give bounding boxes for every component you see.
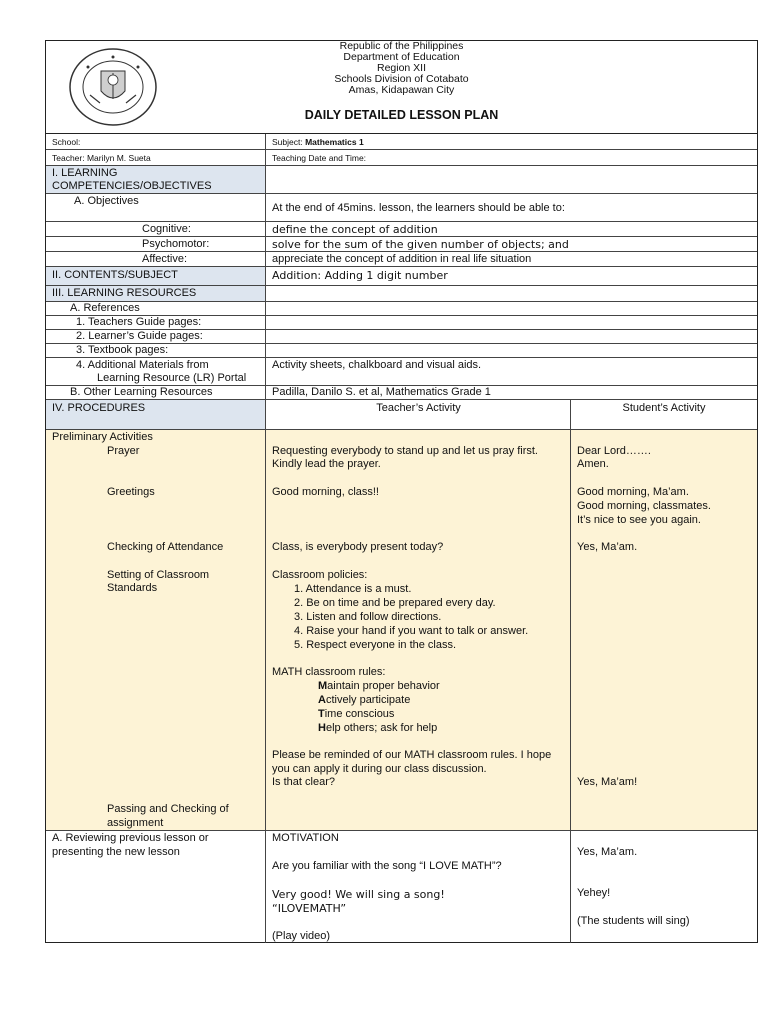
info-row-teacher xyxy=(46,150,757,166)
sing-student: Yehey! xyxy=(577,887,611,899)
greetings-student-line1: Good morning, Ma’am. xyxy=(577,486,689,498)
subject-value: Mathematics 1 xyxy=(305,137,364,147)
objectives-a-label: A. Objectives xyxy=(74,195,139,207)
math-rule-m: Maintain proper behavior xyxy=(318,680,440,692)
prayer-teacher-line1: Requesting everybody to stand up and let us pray first. xyxy=(272,445,538,457)
greetings-student-line2: Good morning, classmates. xyxy=(577,500,711,512)
familiar-question: Are you familiar with the song “I LOVE MATH”? xyxy=(272,860,502,872)
header-line-department: Department of Education xyxy=(343,51,460,63)
math-rule-h: Help others; ask for help xyxy=(318,722,438,734)
contents-row xyxy=(46,267,757,286)
resources-label: III. LEARNING RESOURCES xyxy=(52,287,197,299)
policy-2: 2. Be on time and be prepared every day. xyxy=(294,597,496,609)
document-title: DAILY DETAILED LESSON PLAN xyxy=(304,108,499,122)
cognitive-value: define the concept of addition xyxy=(272,223,438,236)
familiar-student: Yes, Ma’am. xyxy=(577,846,638,858)
resources-row xyxy=(46,286,757,302)
contents-value: Addition: Adding 1 digit number xyxy=(272,269,448,282)
resource-item-2-row xyxy=(46,330,757,344)
header-line-division: Schools Division of Cotabato xyxy=(334,73,469,85)
document-header xyxy=(46,41,757,134)
psychomotor-value: solve for the sum of the given number of objects; and xyxy=(272,238,569,251)
objectives-section-line2: COMPETENCIES/OBJECTIVES xyxy=(52,180,212,192)
prayer-teacher-line2: Kindly lead the prayer. xyxy=(272,458,381,470)
attendance-student: Yes, Ma’am. xyxy=(577,541,638,553)
teacher-label: Teacher: Marilyn M. Sueta xyxy=(52,153,151,163)
references-label: A. References xyxy=(70,302,140,314)
objectives-section-line1: I. LEARNING xyxy=(52,167,118,179)
reviewing-label-line2: presenting the new lesson xyxy=(52,846,180,858)
reminder-line1: Please be reminded of our MATH classroom rules. I hope xyxy=(272,749,552,761)
info-row-school xyxy=(46,134,757,150)
objective-cognitive-row xyxy=(46,222,757,237)
resource-item-4-value: Activity sheets, chalkboard and visual aids. xyxy=(272,359,482,371)
passing-label-line1: Passing and Checking of xyxy=(107,803,229,815)
objectives-intro: At the end of 45mins. lesson, the learners should be able to: xyxy=(272,202,565,214)
psychomotor-label: Psychomotor: xyxy=(142,238,210,250)
play-video-note: (Play video) xyxy=(272,930,331,942)
students-sing-note: (The students will sing) xyxy=(577,915,690,927)
school-label: School: xyxy=(52,137,81,147)
song-title: “ILOVEMATH” xyxy=(272,902,347,915)
header-line-address: Amas, Kidapawan City xyxy=(348,84,455,96)
preliminary-activities-row xyxy=(46,430,757,831)
policy-1: 1. Attendance is a must. xyxy=(294,583,412,595)
cognitive-label: Cognitive: xyxy=(142,223,191,235)
references-row xyxy=(46,302,757,316)
procedures-head-row xyxy=(46,400,757,430)
affective-label: Affective: xyxy=(142,253,188,265)
prayer-label: Prayer xyxy=(107,445,140,457)
standards-label-line1: Setting of Classroom xyxy=(107,569,210,581)
attendance-teacher: Class, is everybody present today? xyxy=(272,541,444,553)
math-rules-heading: MATH classroom rules: xyxy=(272,666,386,678)
prayer-student-line2: Amen. xyxy=(577,458,609,470)
subject-label: Subject: xyxy=(272,137,303,147)
reviewing-label-line1: A. Reviewing previous lesson or xyxy=(52,832,209,844)
sing-announcement: Very good! We will sing a song! xyxy=(272,888,445,901)
objective-affective-row xyxy=(46,252,757,267)
greetings-label: Greetings xyxy=(107,486,155,498)
objectives-intro-row xyxy=(46,194,757,222)
policy-5: 5. Respect everyone in the class. xyxy=(294,639,457,651)
policy-3: 3. Listen and follow directions. xyxy=(294,611,442,623)
resource-item-1-row xyxy=(46,316,757,330)
reminder-line3: Is that clear? xyxy=(272,776,335,788)
motivation-heading: MOTIVATION xyxy=(272,832,339,844)
objective-psychomotor-row xyxy=(46,237,757,252)
resource-item-4-row xyxy=(46,358,757,386)
greetings-student-line3: It’s nice to see you again. xyxy=(577,514,701,526)
resource-item-4-line1: 4. Additional Materials from xyxy=(76,359,209,371)
other-resources-label: B. Other Learning Resources xyxy=(70,386,213,398)
procedures-label: IV. PROCEDURES xyxy=(52,402,146,414)
preliminary-label: Preliminary Activities xyxy=(52,431,153,443)
reminder-student: Yes, Ma’am! xyxy=(577,776,638,788)
math-rule-a: Actively participate xyxy=(318,694,411,706)
resource-item-1: 1. Teachers Guide pages: xyxy=(76,316,202,328)
affective-value: appreciate the concept of addition in real life situation xyxy=(272,253,532,265)
other-resources-row xyxy=(46,386,757,400)
lesson-plan-page xyxy=(45,40,758,943)
prayer-student-line1: Dear Lord……. xyxy=(577,445,651,457)
policies-heading: Classroom policies: xyxy=(272,569,368,581)
header-line-republic: Republic of the Philippines xyxy=(339,40,464,52)
standards-label-line2: Standards xyxy=(107,582,158,594)
other-resources-value: Padilla, Danilo S. et al, Mathematics Grade 1 xyxy=(272,386,491,398)
contents-label: II. CONTENTS/SUBJECT xyxy=(52,269,178,281)
teaching-date-label: Teaching Date and Time: xyxy=(272,153,367,163)
objectives-section-row xyxy=(46,166,757,194)
resource-item-4-line2: Learning Resource (LR) Portal xyxy=(97,372,247,384)
reviewing-lesson-row xyxy=(46,831,757,943)
reminder-line2: you can apply it during our class discussion. xyxy=(272,763,487,775)
resource-item-3-row xyxy=(46,344,757,358)
passing-label-line2: assignment xyxy=(107,817,164,829)
greetings-teacher: Good morning, class!! xyxy=(272,486,379,498)
resource-item-3: 3. Textbook pages: xyxy=(76,344,169,356)
header-line-region: Region XII xyxy=(376,62,427,74)
student-activity-heading: Student’s Activity xyxy=(622,402,706,414)
resource-item-2: 2. Learner’s Guide pages: xyxy=(76,330,203,342)
attendance-label: Checking of Attendance xyxy=(107,541,224,553)
policy-4: 4. Raise your hand if you want to talk or answer. xyxy=(294,625,529,637)
math-rule-t: Time conscious xyxy=(318,708,395,720)
teacher-activity-heading: Teacher’s Activity xyxy=(376,402,461,414)
